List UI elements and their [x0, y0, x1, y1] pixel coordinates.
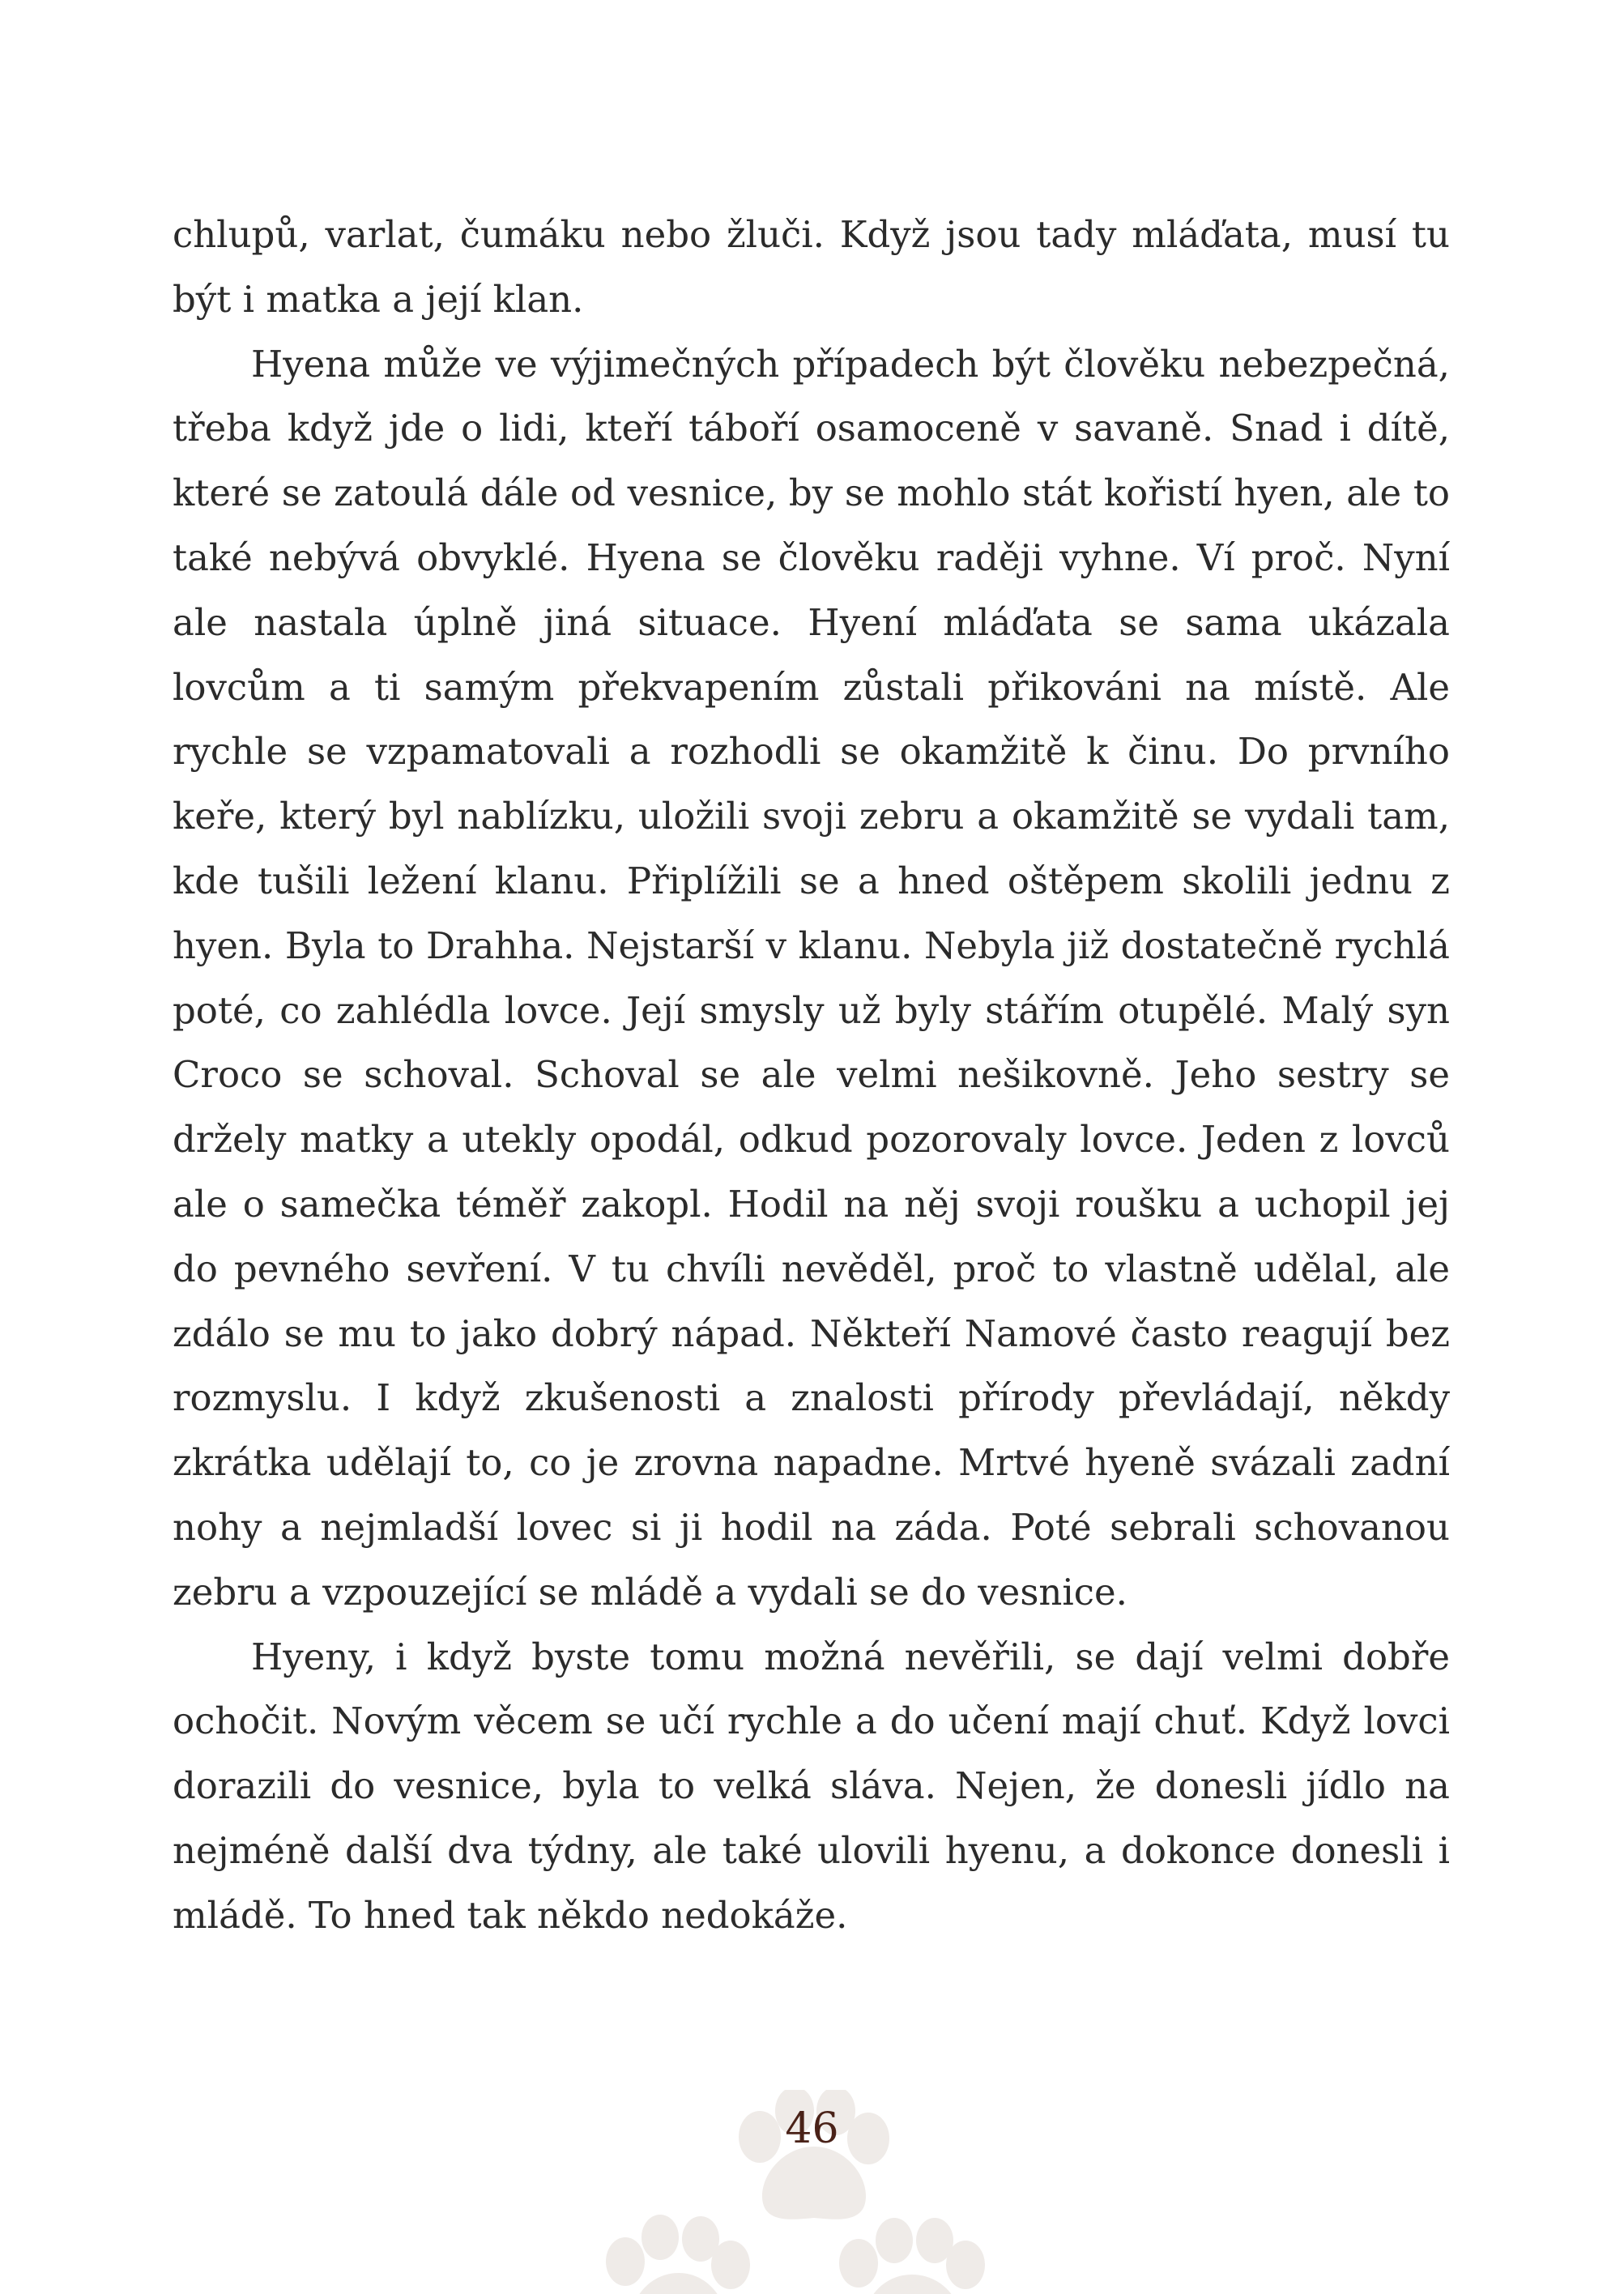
paragraph-3: Hyeny, i když byste tomu možná nevěřili, se dají velmi dobře ochočit. Novým věcem se učí rychle a do učení mají chuť. Když lovci dorazili do vesnice, byla to velká sláva. Nejen, že donesli jídlo na nejméně další dva týdny, ale také ulovili hyenu, a dokonce donesli i mládě. To hned tak někdo nedokáže.: [173, 1635, 1450, 1937]
paw-print-icon-left: [606, 2215, 750, 2294]
page-number: 46: [785, 2104, 839, 2153]
paragraph-1: chlupů, varlat, čumáku nebo žluči. Když jsou tady mláďata, musí tu být i matka a její klan.: [173, 213, 1450, 321]
paw-print-icon-right: [839, 2218, 985, 2294]
body-text: [173, 203, 1450, 1948]
paragraph-2: Hyena může ve výjimečných případech být člověku nebezpečná, třeba když jde o lidi, kteří táboří osamoceně v savaně. Snad i dítě, které se zatoulá dále od vesnice, by se mohlo stát kořistí hyen, ale to také nebývá obvyklé. Hyena se člověku raději vyhne. Ví proč. Nyní ale nastala úplně jiná situace. Hyení mláďata se sama ukázala lovcům a ti samým překvapením zůstali přikováni na místě. Ale rychle se vzpamatovali a rozhodli se okamžitě k činu. Do prvního keře, který byl nablízku, uložili svoji zebru a okamžitě se vydali tam, kde tušili ležení klanu. Připlížili se a hned oštěpem skolili jednu z hyen. Byla to Drahha. Nejstarší v klanu. Nebyla již dostatečně rychlá poté, co zahlédla lovce. Její smysly už byly stářím otupělé. Malý syn Croco se schoval. Schoval se ale velmi nešikovně. Jeho sestry se držely matky a utekly opodál, odkud pozorovaly lovce. Jeden z lovců ale o samečka téměř zakopl. Hodil na něj svoji roušku a uchopil jej do pevného sevření. V tu chvíli nevěděl, proč to vlastně udělal, ale zdálo se mu to jako dobrý nápad. Někteří Namové často reagují bez rozmyslu. I když zkušenosti a znalosti přírody převládají, někdy zkrátka udělají to, co je zrovna napadne. Mrtvé hyeně svázali zadní nohy a nejmladší lovec si ji hodil na záda. Poté sebrali schovanou zebru a vzpouzející se mládě a vydali se do vesnice.: [173, 342, 1450, 1614]
